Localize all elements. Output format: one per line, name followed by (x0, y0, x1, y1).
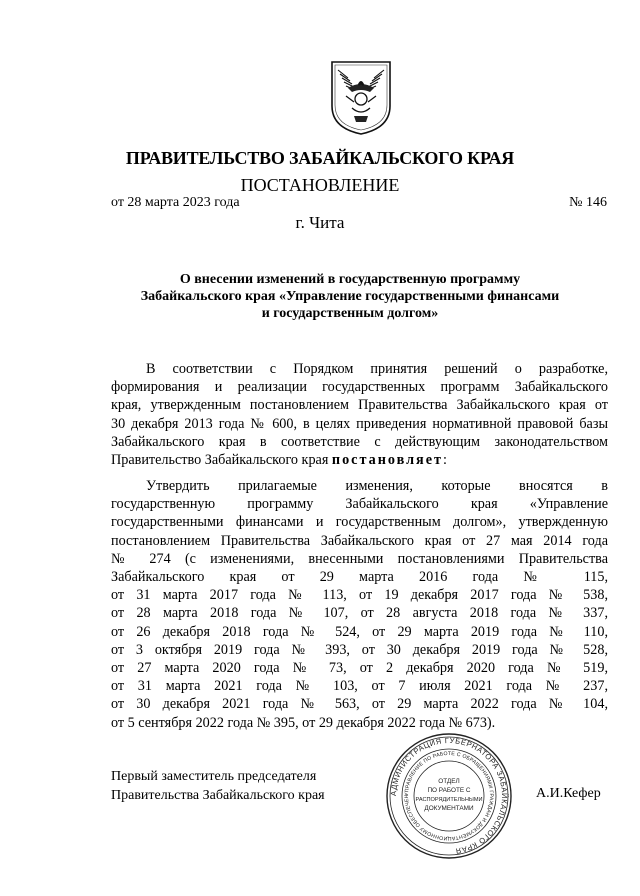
stamp-inner-text: УПРАВЛЕНИЕ ПО РАБОТЕ С ОБРАЩЕНИЯМИ ГРАЖДАН И ДОКУМЕНТАЦИОННОМУ ОБЕСПЕЧЕН (403, 750, 495, 842)
resolution-line: Забайкальского края от 29 марта 2016 года № 115, (111, 569, 608, 586)
resolution-line: постановлением Правительства Забайкальского края от 27 мая 2014 года (111, 532, 608, 549)
stamp-center-line: ПО РАБОТЕ С (427, 787, 471, 794)
document-number: № 146 (569, 195, 607, 210)
resolution-paragraph (111, 477, 608, 732)
preamble-line: В соответствии с Порядком принятия решений о разработке, (146, 361, 608, 377)
preamble-line: 30 декабря 2013 года № 600, в целях приведения нормативной правовой базы (111, 415, 608, 432)
resolution-line: от 28 марта 2018 года № 107, от 28 августа 2018 года № 337, (111, 605, 608, 622)
resolution-line: от 3 октября 2019 года № 393, от 30 декабря 2019 года № 528, (111, 641, 608, 658)
resolution-line: от 30 декабря 2021 года № 563, от 29 марта 2022 года № 104, (111, 696, 608, 713)
signatory-name: А.И.Кефер (536, 786, 601, 801)
resolution-line: государственными финансами и государственным долгом», утвержденную (111, 514, 608, 531)
resolution-line: от 31 марта 2021 года № 103, от 7 июля 2021 года № 237, (111, 678, 608, 695)
subject-line: О внесении изменений в государственную программу (179, 272, 521, 287)
document-city: г. Чита (295, 213, 345, 232)
resolution-line: от 27 марта 2020 года № 73, от 2 декабря 2020 года № 519, (111, 660, 608, 677)
resolution-line: от 26 декабря 2018 года № 524, от 29 марта 2019 года № 110, (111, 623, 608, 640)
preamble-line: края, утвержденным постановлением Правительства Забайкальского края от (111, 397, 608, 414)
preamble-paragraph (111, 360, 608, 469)
document-subject (110, 271, 590, 322)
signatory-title (111, 767, 325, 805)
subject-line: и государственным долгом» (261, 306, 439, 321)
preamble-colon: : (443, 452, 447, 469)
document-type: ПОСТАНОВЛЕНИЕ (240, 175, 400, 195)
preamble-last-line (111, 451, 608, 469)
resolves-keyword: постановляет (331, 452, 443, 469)
stamp-center-line: ДОКУМЕНТАМИ (424, 805, 474, 812)
signatory-title-line: Первый заместитель председателя (111, 769, 317, 784)
resolution-line: государственную программу Забайкальского края «Управление (111, 496, 608, 513)
stamp-center-line: ОТДЕЛ (438, 778, 460, 785)
government-title: ПРАВИТЕЛЬСТВО ЗАБАЙКАЛЬСКОГО КРАЯ (125, 148, 515, 168)
resolution-line: Утвердить прилагаемые изменения, которые вносятся в (146, 478, 608, 494)
resolution-line: от 31 марта 2017 года № 113, от 19 декабря 2017 года № 538, (111, 587, 608, 604)
preamble-line: формирования и реализации государственных программ Забайкальского (111, 379, 608, 396)
official-stamp-icon (384, 731, 514, 861)
subject-line: Забайкальского края «Управление государственными финансами (140, 289, 560, 304)
preamble-last-text: Правительство Забайкальского края (111, 452, 332, 469)
preamble-line: Забайкальского края в соответствие с действующим законодательством (111, 433, 608, 450)
signatory-title-line: Правительства Забайкальского края (111, 788, 325, 803)
resolution-line: от 5 сентября 2022 года № 395, от 29 декабря 2022 года № 673). (111, 714, 496, 731)
stamp-outer-text: АДМИНИСТРАЦИЯ ГУБЕРНАТОРА ЗАБАЙКАЛЬСКОГО КРАЯ (388, 735, 510, 856)
document-date: от 28 марта 2023 года (111, 195, 240, 210)
stamp-center-line: РАСПОРЯДИТЕЛЬНЫМИ (415, 797, 483, 803)
resolution-line: № 274 (с изменениями, внесенными постановлениями Правительства (111, 550, 608, 567)
coat-of-arms-icon (328, 58, 394, 136)
